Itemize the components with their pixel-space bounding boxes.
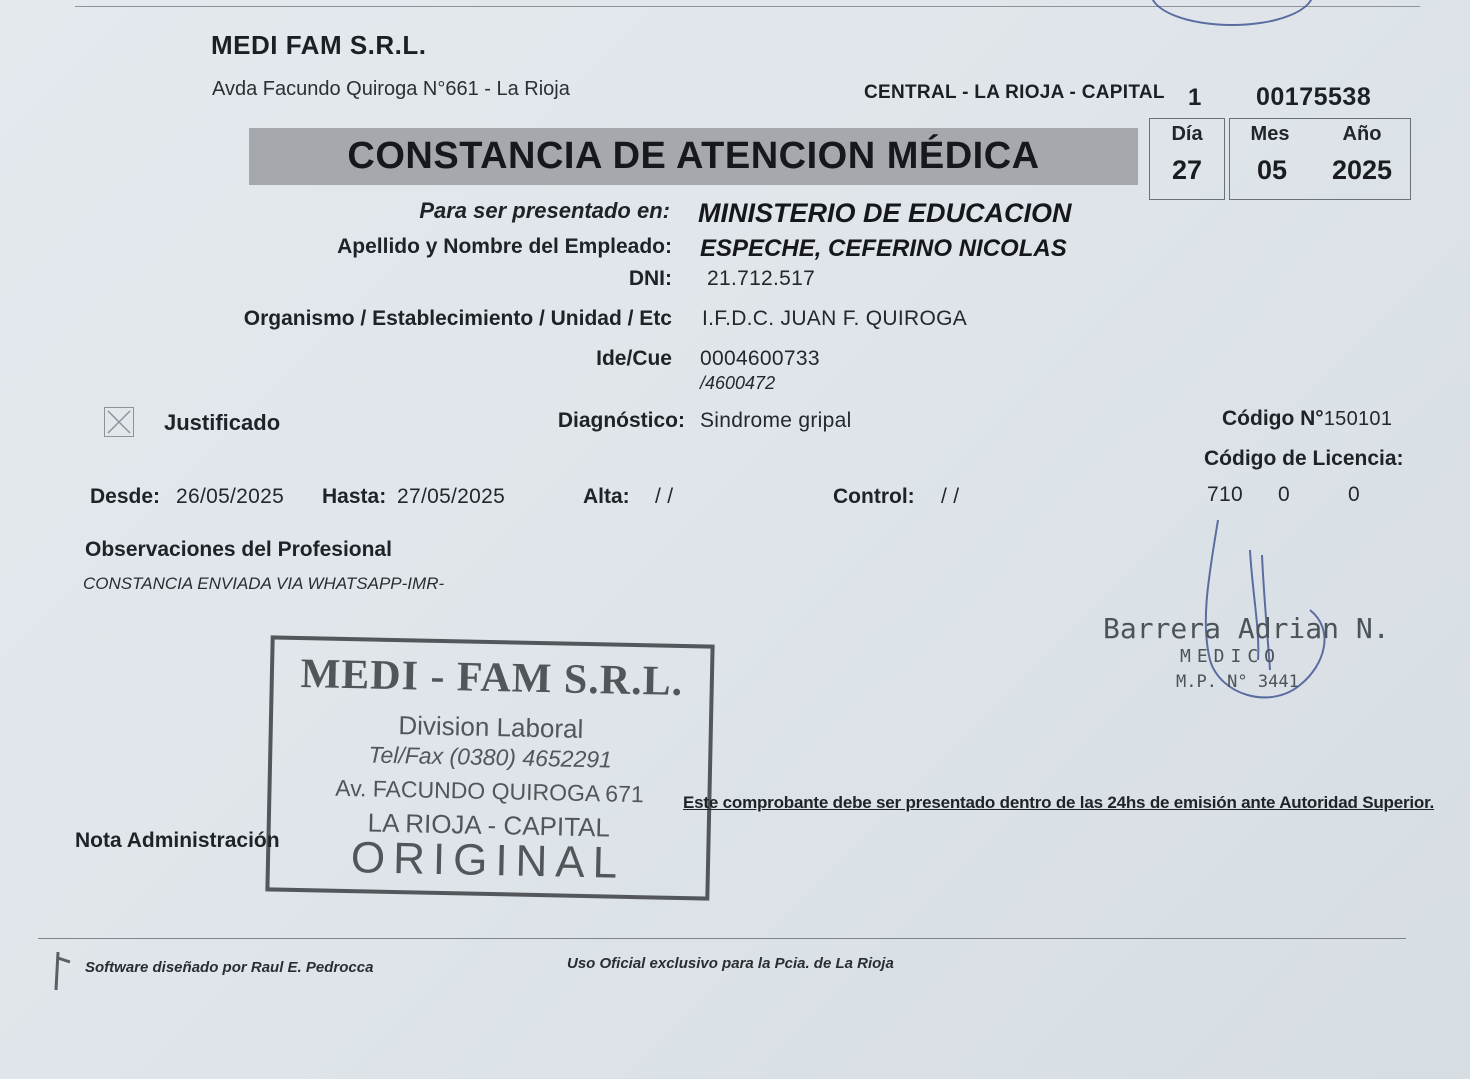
employee-value: ESPECHE, CEFERINO NICOLAS [700, 235, 1067, 262]
desde-label: Desde: [90, 485, 161, 508]
presented-value: MINISTERIO DE EDUCACION [698, 198, 1072, 228]
dni-value: 21.712.517 [707, 267, 816, 290]
diagnosis-value: Sindrome gripal [700, 409, 852, 432]
observations-text: CONSTANCIA ENVIADA VIA WHATSAPP-IMR- [83, 574, 445, 593]
date-day-box [1149, 118, 1225, 200]
year-value: 2025 [1331, 155, 1393, 185]
day-value: 27 [1171, 155, 1203, 185]
stamp-original: ORIGINAL [350, 833, 626, 888]
license-code-3: 0 [1348, 483, 1360, 506]
nota-administracion-label: Nota Administración [75, 829, 280, 852]
title-band [249, 128, 1138, 185]
dni-label: DNI: [628, 267, 672, 290]
doctor-role: MEDICO [1180, 646, 1282, 667]
hasta-value: 27/05/2025 [397, 485, 506, 508]
pen-mark-icon [52, 950, 74, 992]
month-label: Mes [1250, 123, 1290, 145]
employee-label: Apellido y Nombre del Empleado: [337, 235, 672, 258]
presented-label: Para ser presentado en: [419, 198, 670, 223]
diagnosis-label: Diagnóstico: [557, 409, 685, 432]
organization-label: Organismo / Establecimiento / Unidad / Etc [243, 307, 672, 330]
desde-value: 26/05/2025 [176, 485, 285, 508]
signature-stroke-top [1150, 0, 1314, 26]
control-label: Control: [833, 485, 915, 508]
alta-value: / / [655, 485, 674, 508]
doctor-registration: M.P. N° 3441 [1176, 672, 1299, 692]
branch-location: CENTRAL - LA RIOJA - CAPITAL [864, 82, 1165, 103]
doctor-name: Barrera Adrian N. [1103, 612, 1390, 645]
notice-text: Este comprobante debe ser presentado dentro de las 24hs de emisión ante Autoridad Superior. [683, 793, 1435, 812]
control-value: / / [941, 485, 960, 508]
hasta-label: Hasta: [322, 485, 387, 508]
stamp-city: LA RIOJA - CAPITAL [367, 807, 611, 843]
year-label: Año [1342, 123, 1382, 145]
document-title: CONSTANCIA DE ATENCION MÉDICA [347, 135, 1040, 177]
company-address: Avda Facundo Quiroga N°661 - La Rioja [212, 78, 570, 100]
code-label: Código N° [1222, 407, 1324, 430]
stamp-company: MEDI - FAM S.R.L. [300, 651, 684, 706]
stamp-phone: Tel/Fax (0380) 4652291 [368, 741, 613, 773]
stamp-address: Av. FACUNDO QUIROGA 671 [335, 774, 644, 808]
organization-value: I.F.D.C. JUAN F. QUIROGA [702, 307, 968, 330]
observations-label: Observaciones del Profesional [85, 538, 392, 561]
date-month-year-box [1229, 118, 1411, 200]
cue-value: 0004600733 [700, 347, 820, 370]
company-stamp [265, 635, 714, 900]
code-value: 150101 [1323, 408, 1393, 430]
license-code-1: 710 [1207, 483, 1243, 506]
stamp-division: Division Laboral [398, 710, 584, 744]
footer-official-use: Uso Oficial exclusivo para la Pcia. de La Rioja [567, 955, 894, 972]
bottom-rule [38, 938, 1406, 939]
document-number: 00175538 [1256, 83, 1372, 111]
code-field [1222, 407, 1392, 431]
license-code-label: Código de Licencia: [1204, 447, 1404, 470]
footer-software: Software diseñado por Raul E. Pedrocca [85, 959, 374, 976]
justificado-label: Justificado [164, 410, 281, 435]
cue-label: Ide/Cue [596, 347, 672, 370]
license-code-2: 0 [1278, 483, 1290, 506]
cue-value-secondary: /4600472 [700, 373, 776, 393]
month-value: 05 [1256, 155, 1288, 185]
day-label: Día [1171, 123, 1203, 145]
justificado-checkbox[interactable] [104, 407, 134, 437]
company-name: MEDI FAM S.R.L. [211, 30, 427, 60]
checkbox-cross-icon [105, 408, 133, 436]
alta-label: Alta: [583, 485, 630, 508]
document-series: 1 [1188, 84, 1202, 111]
